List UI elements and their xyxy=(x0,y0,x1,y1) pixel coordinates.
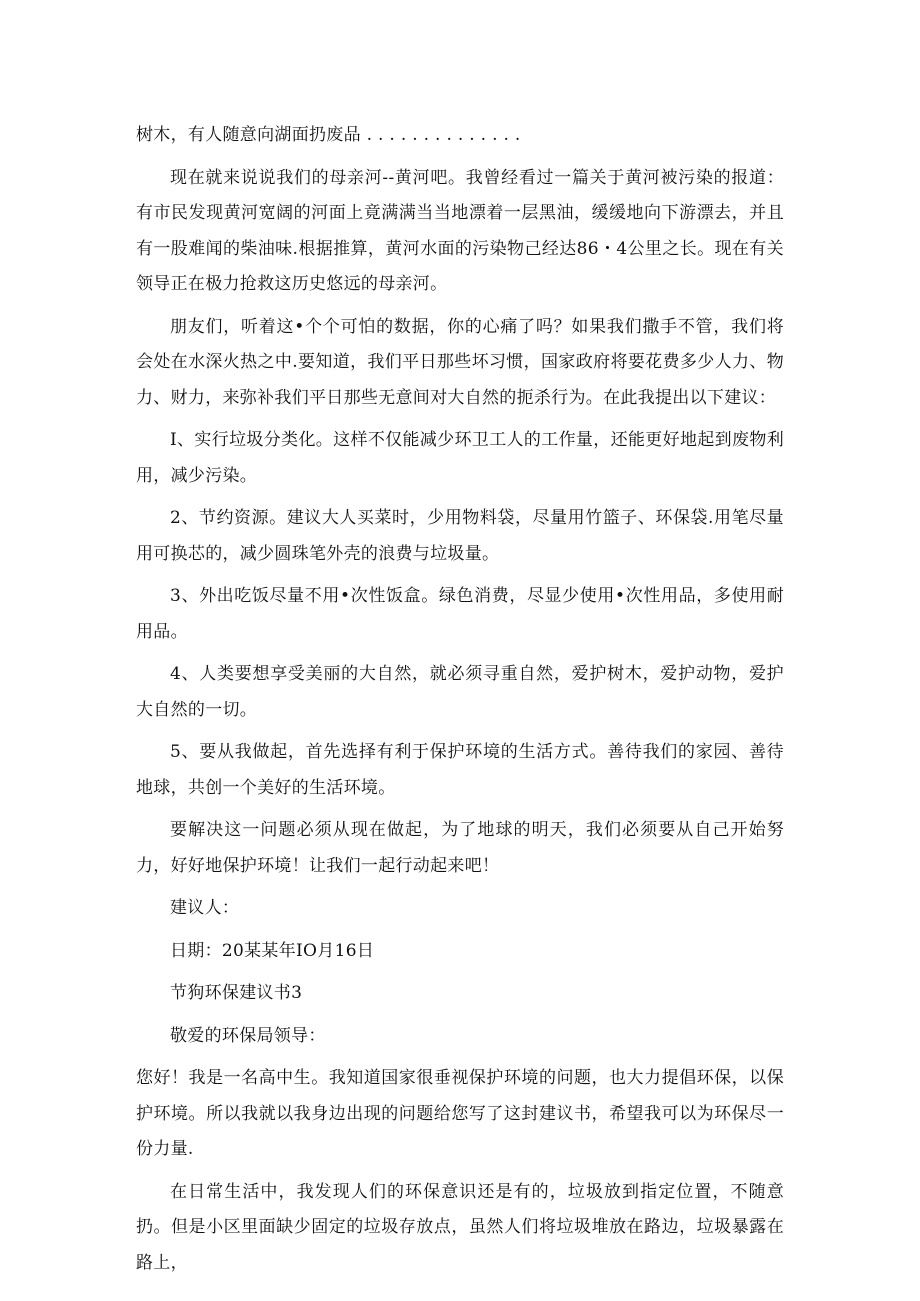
paragraph-continuation: 树木，有人随意向湖面扔废品 . . . . . . . . . . . . . . xyxy=(136,125,521,145)
paragraph-yellow-river: 现在就来说说我们的母亲河--黄河吧。我曾经看过一篇关于黄河被污染的报道：有市民发现黄河宽阔的河面上竟满满当当地漂着一层黑油，缓缓地向下游漂去，并且有一股难闻的柴油味.根据推算，黄河水面的污染物己经达86・4公里之长。现在有关领导正在极力抢救这历史悠远的母亲河。 xyxy=(136,167,784,294)
paragraph-conclusion: 要解决这一问题必须从现在做起，为了地球的明天，我们必须要从自己开始努力，好好地保护环境！让我们一起行动起来吧！ xyxy=(136,820,784,876)
suggestion-3: 3、外出吃饭尽量不用•次性饭盒。绿色消费，尽显少使用•次性用品，多使用耐用品。 xyxy=(136,586,784,642)
suggestion-2: 2、节约资源。建议大人买菜时，少用物料袋，尽量用竹篮子、环保袋.用笔尽量用可换芯的，减少圆珠笔外壳的浪费与垃圾量。 xyxy=(136,508,784,564)
suggestion-1: I、实行垃圾分类化。这样不仅能减少环卫工人的工作量，还能更好地起到废物利用，减少污染。 xyxy=(136,430,784,486)
proposer-line: 建议人： xyxy=(170,898,240,918)
paragraph-greeting: 您好！我是一名高中生。我知道国家很垂视保护环境的问题，也大力提倡环保，以保护环境。所以我就以我身边出现的问题给您写了这封建议书，希望我可以为环保尽一份力量. xyxy=(136,1068,784,1159)
paragraph-daily-life: 在日常生活中，我发现人们的环保意识还是有的，垃圾放到指定位置，不随意扔。但是小区里面缺少固定的垃圾存放点，虽然人们将垃圾堆放在路边，垃圾暴露在路上， xyxy=(136,1181,784,1273)
salutation: 敬爱的环保局领导： xyxy=(170,1025,326,1046)
paragraph-friends: 朋友们，听着这•个个可怕的数据，你的心痛了吗？如果我们撒手不管，我们将会处在水深火热之中.要知道，我们平日那些坏习惯，国家政府将要花费多少人力、物力、财力，来弥补我们平日那些无意间对大自然的扼杀行为。在此我提出以下建议： xyxy=(136,316,784,408)
suggestion-5: 5、要从我做起，首先选择有利于保护环境的生活方式。善待我们的家园、善待地球，共创一个美好的生活环境。 xyxy=(136,742,784,798)
section-title: 节狗环保建议书3 xyxy=(170,983,303,1003)
suggestion-4: 4、人类要想享受美丽的大自然，就必须寻重自然，爱护树木，爱护动物，爱护大自然的一切。 xyxy=(136,664,784,720)
document-page xyxy=(136,118,784,1288)
date-line: 日期：20某某年IO月16日 xyxy=(170,940,375,961)
